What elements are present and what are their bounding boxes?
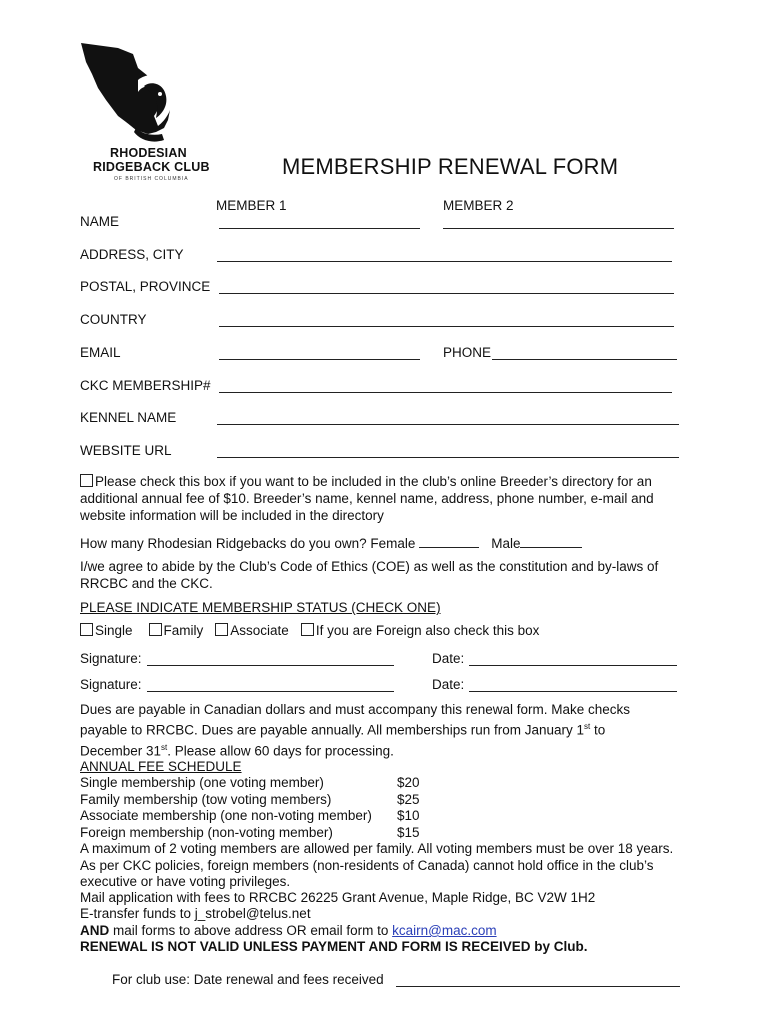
dues-sup-2: st xyxy=(161,742,168,752)
ridgebacks-question xyxy=(80,535,582,551)
fee-price-single: $20 xyxy=(397,775,420,790)
fee-price-family: $25 xyxy=(397,792,420,807)
club-use-field[interactable] xyxy=(396,974,680,987)
ckc-label: CKC MEMBERSHIP# xyxy=(80,378,211,393)
fee-price-associate: $10 xyxy=(397,808,420,823)
foreign-label: If you are Foreign also check this box xyxy=(315,623,540,638)
member-2-header: MEMBER 2 xyxy=(443,198,514,213)
email-link[interactable]: kcairn@mac.com xyxy=(392,923,497,938)
country-label: COUNTRY xyxy=(80,312,147,327)
etransfer-text: E-transfer funds to j_strobel@telus.net xyxy=(80,906,311,921)
status-options xyxy=(80,623,539,638)
signature-field-1[interactable] xyxy=(147,653,394,666)
phone-field[interactable] xyxy=(492,347,677,360)
fee-row-single: Single membership (one voting member) xyxy=(80,775,324,790)
date-field-1[interactable] xyxy=(469,653,677,666)
logo-line-1: RHODESIAN xyxy=(110,146,187,160)
kennel-field[interactable] xyxy=(217,412,679,425)
foreign-checkbox[interactable] xyxy=(301,623,314,636)
dues-text-1: Dues are payable in Canadian dollars and must accompany this renewal form. Make checks payable to RRCBC. xyxy=(80,702,631,738)
date-label-1: Date: xyxy=(432,651,465,666)
fee-price-foreign: $15 xyxy=(397,825,420,840)
dues-paragraph xyxy=(80,701,650,759)
fee-row-foreign: Foreign membership (non-voting member) xyxy=(80,825,333,840)
club-use-label: For club use: Date renewal and fees received xyxy=(112,972,384,987)
male-count-field[interactable] xyxy=(520,535,582,548)
logo-line-2: RIDGEBACK CLUB xyxy=(93,160,210,174)
female-count-field[interactable] xyxy=(419,535,479,548)
date-field-2[interactable] xyxy=(469,679,677,692)
member-1-name-field[interactable] xyxy=(219,216,420,229)
family-checkbox[interactable] xyxy=(149,623,162,636)
mail-text: Mail application with fees to RRCBC 26225 Grant Avenue, Maple Ridge, BC V2W 1H2 xyxy=(80,890,596,905)
male-label: Male xyxy=(491,536,521,551)
status-heading: PLEASE INDICATE MEMBERSHIP STATUS (CHECK ONE) xyxy=(80,600,441,615)
single-checkbox[interactable] xyxy=(80,623,93,636)
email-label: EMAIL xyxy=(80,345,121,360)
date-label-2: Date: xyxy=(432,677,465,692)
website-label: WEBSITE URL xyxy=(80,443,172,458)
dues-text-2: Dues are payable annually. All memberships run from January 1 xyxy=(197,722,585,738)
max-members-text: A maximum of 2 voting members are allowed per family. All voting members must be over 18 years. As per CKC policies, foreign members (non-residents of Canada) cannot hold office in the club’s executive or have voting privileges. xyxy=(80,841,674,889)
kennel-label: KENNEL NAME xyxy=(80,410,177,425)
member-2-name-field[interactable] xyxy=(443,216,674,229)
email-field[interactable] xyxy=(219,347,420,360)
fee-row-associate: Associate membership (one non-voting member) xyxy=(80,808,372,823)
website-field[interactable] xyxy=(217,445,679,458)
ckc-field[interactable] xyxy=(219,380,672,393)
associate-label: Associate xyxy=(230,623,289,638)
form-title: MEMBERSHIP RENEWAL FORM xyxy=(282,154,619,179)
dues-sup-1: st xyxy=(584,722,591,731)
female-label: How many Rhodesian Ridgebacks do you own? Female xyxy=(80,536,416,551)
family-label: Family xyxy=(163,623,204,638)
and-bold: AND xyxy=(80,923,110,938)
single-label: Single xyxy=(95,623,133,638)
signature-label-2: Signature: xyxy=(80,677,142,692)
signature-field-2[interactable] xyxy=(147,679,394,692)
renewal-notice: RENEWAL IS NOT VALID UNLESS PAYMENT AND FORM IS RECEIVED by Club. xyxy=(80,939,588,954)
breeder-text: Please check this box if you want to be included in the club’s online Breeder’s directory for an additional annual fee of $10. Breeder’s name, kennel name, address, phone number, e-mail and website information will be included in the directory xyxy=(80,474,654,523)
country-field[interactable] xyxy=(219,314,674,327)
address-field[interactable] xyxy=(217,249,672,262)
and-line xyxy=(80,923,497,938)
member-1-header: MEMBER 1 xyxy=(216,198,287,213)
signature-label-1: Signature: xyxy=(80,651,142,666)
associate-checkbox[interactable] xyxy=(215,623,228,636)
dues-text-3: to December 31 xyxy=(80,722,606,758)
fee-row-family: Family membership (tow voting members) xyxy=(80,792,332,807)
dues-text-4: . Please allow 60 days for processing. xyxy=(167,743,394,758)
logo-line-3: OF BRITISH COLUMBIA xyxy=(114,176,189,182)
phone-label: PHONE xyxy=(443,345,492,360)
fee-schedule-heading: ANNUAL FEE SCHEDULE xyxy=(80,759,242,774)
agreement-text: I/we agree to abide by the Club’s Code of Ethics (COE) as well as the constitution and by-laws of RRCBC and the CKC. xyxy=(80,559,659,591)
postal-label: POSTAL, PROVINCE xyxy=(80,279,211,294)
breeder-checkbox[interactable] xyxy=(80,474,93,487)
postal-field[interactable] xyxy=(219,281,674,294)
name-label: NAME xyxy=(80,214,120,229)
and-text: mail forms to above address OR email form to xyxy=(109,923,393,938)
address-label: ADDRESS, CITY xyxy=(80,247,184,262)
breeder-directory-paragraph xyxy=(80,473,678,524)
